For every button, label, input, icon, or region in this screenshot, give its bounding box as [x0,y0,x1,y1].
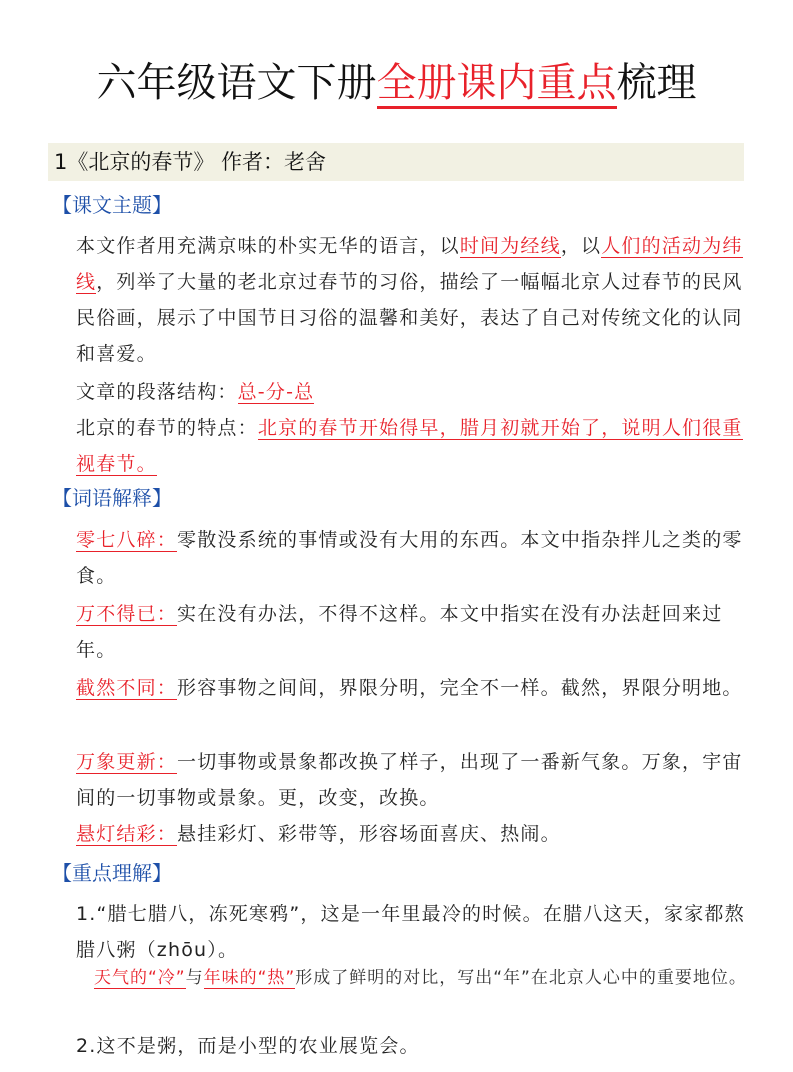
theme-text-2: ，以 [560,235,602,257]
word-term: 万不得已： [76,603,178,625]
key-point-1-note [94,962,748,994]
structure-value: 总-分-总 [237,381,315,403]
note-hot: 年味的“热” [203,968,296,988]
word-definition: 实在没有办法，不得不这样。本文中指实在没有办法赶回来过年。 [76,603,723,661]
word-entry [76,596,748,668]
structure-line [76,374,748,410]
word-term: 截然不同： [76,677,178,699]
note-and: 与 [185,968,204,988]
theme-highlight-activity: 人们的活动为纬线 [76,235,743,293]
key-point-2: 2.这不是粥，而是小型的农业展览会。 [76,1035,420,1057]
title-highlight: 全册课内重点 [377,60,617,109]
word-definition: 形容事物之间间，界限分明，完全不一样。截然，界限分明地。 [177,677,743,699]
word-definition: 一切事物或景象都改换了样子，出现了一番新气象。万象，宇宙间的一切事物或景象。更，改变，改换。 [76,751,743,809]
structure-label: 文章的段落结构： [76,381,238,403]
section-theme-heading: 【课文主题】 [52,193,172,217]
word-definition: 零散没系统的事情或没有大用的东西。本文中指杂拌儿之类的零食。 [76,529,743,587]
key-point-1: 1.“腊七腊八，冻死寒鸦”，这是一年里最冷的时候。在腊八这天，家家都熬腊八粥（zhōu）。 [76,903,745,961]
word-entry [76,816,748,852]
word-term: 零七八碎： [76,529,178,551]
word-entry [76,744,748,816]
page-title [0,55,793,111]
note-rest: 形成了鲜明的对比，写出“年”在北京人心中的重要地位。 [295,968,747,988]
feature-line [76,410,748,482]
title-prefix: 六年级语文下册 [96,60,377,106]
theme-text-3: ，列举了大量的老北京过春节的习俗，描绘了一幅幅北京人过春节的民风民俗画，展示了中国节日习俗的温馨和美好，表达了自己对传统文化的认同和喜爱。 [76,271,743,365]
title-suffix: 梳理 [616,60,697,106]
word-term: 万象更新： [76,751,178,773]
theme-highlight-time: 时间为经线 [459,235,561,257]
section-key-heading: 【重点理解】 [52,861,172,885]
theme-text-1: 本文作者用充满京味的朴实无华的语言，以 [76,235,460,257]
note-cold: 天气的“冷” [94,968,186,988]
feature-label: 北京的春节的特点： [76,417,258,439]
word-term: 悬灯结彩： [76,823,178,845]
word-entry [76,670,748,706]
section-words-heading: 【词语解释】 [52,486,172,510]
lesson-heading: 1《北京的春节》 作者：老舍 [48,143,744,181]
word-entry [76,522,748,594]
word-definition: 悬挂彩灯、彩带等，形容场面喜庆、热闹。 [177,823,561,845]
theme-paragraph [76,228,748,372]
feature-value: 北京的春节开始得早，腊月初就开始了，说明人们很重视春节。 [76,417,743,475]
